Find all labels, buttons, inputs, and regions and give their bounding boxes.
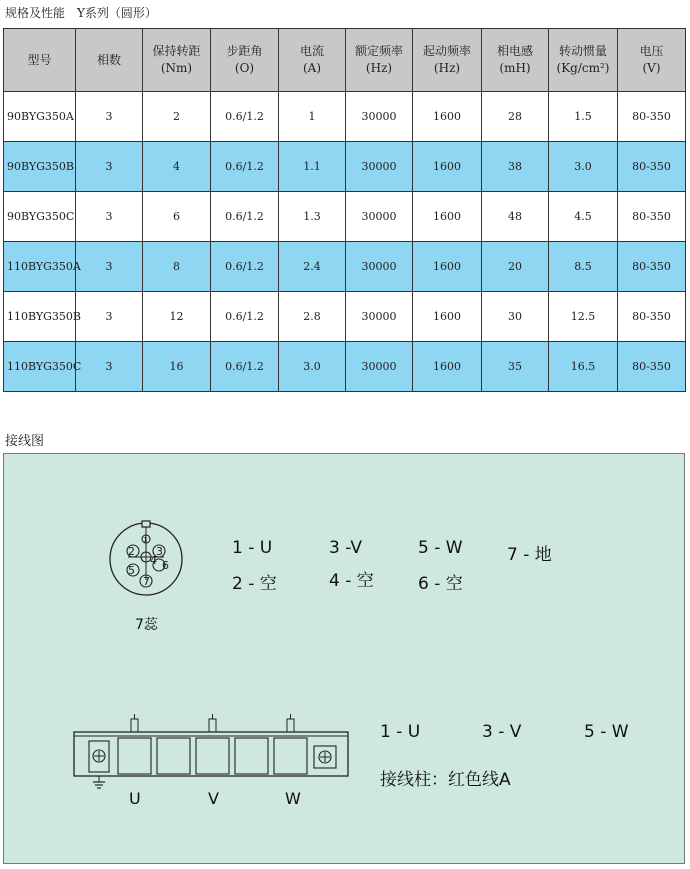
- pin-number: 7: [143, 575, 150, 588]
- table-cell: 30000: [346, 142, 413, 192]
- header-cell: 起动频率 (Hz): [413, 29, 482, 92]
- model-cell: 90BYG350A: [4, 92, 76, 142]
- table-row: [4, 92, 686, 142]
- table-cell: 3: [76, 192, 143, 242]
- header-cell: 额定频率 (Hz): [346, 29, 413, 92]
- table-cell: 16: [143, 342, 211, 392]
- model-cell: 110BYG350B: [4, 292, 76, 342]
- table-cell: 1600: [413, 242, 482, 292]
- table-cell: 28: [482, 92, 549, 142]
- pin-map-label: 2 - 空: [232, 574, 277, 594]
- table-cell: 0.6/1.2: [211, 192, 279, 242]
- pin-map-label: 5 - W: [418, 538, 463, 558]
- pin-number: 3: [156, 545, 163, 558]
- table-cell: 1600: [413, 142, 482, 192]
- spec-table: [3, 28, 686, 392]
- terminal-label-w: W: [285, 789, 301, 808]
- table-cell: 2: [143, 92, 211, 142]
- pin-map-label: 4 - 空: [329, 571, 374, 591]
- table-cell: 3: [76, 242, 143, 292]
- terminal-slot: [235, 738, 268, 774]
- table-cell: 30000: [346, 292, 413, 342]
- table-cell: 3.0: [549, 142, 618, 192]
- table-cell: 30000: [346, 342, 413, 392]
- model-cell: 90BYG350B: [4, 142, 76, 192]
- terminal-pin-icon: [287, 714, 294, 732]
- pin-number: 1: [143, 536, 148, 544]
- header-cell: 保持转距 (Nm): [143, 29, 211, 92]
- terminal-block-diagram: [72, 712, 362, 792]
- connector-diagram: [100, 520, 192, 600]
- table-cell: 3: [76, 292, 143, 342]
- table-cell: 1.1: [279, 142, 346, 192]
- table-cell: 80-350: [618, 92, 686, 142]
- table-cell: 3: [76, 342, 143, 392]
- ground-icon: [93, 776, 105, 788]
- table-cell: 2.8: [279, 292, 346, 342]
- terminal-label-u: U: [129, 789, 141, 808]
- connector-key-notch: [142, 521, 150, 527]
- table-cell: 30000: [346, 192, 413, 242]
- header-cell: 电压 (V): [618, 29, 686, 92]
- table-cell: 38: [482, 142, 549, 192]
- pin-map-label: 3 -V: [329, 538, 362, 558]
- spec-section-title: 规格及性能 Y系列（圆形）: [5, 6, 157, 20]
- table-cell: 1600: [413, 292, 482, 342]
- table-row: [4, 342, 686, 392]
- table-cell: 80-350: [618, 192, 686, 242]
- table-header-row: [4, 29, 686, 92]
- terminal-label-v: V: [208, 789, 219, 808]
- table-cell: 0.6/1.2: [211, 142, 279, 192]
- table-cell: 4.5: [549, 192, 618, 242]
- table-row: [4, 292, 686, 342]
- terminal-map-label: 3 - V: [482, 722, 522, 742]
- table-cell: 1600: [413, 342, 482, 392]
- pin-number: 5: [128, 564, 135, 577]
- model-cell: 110BYG350C: [4, 342, 76, 392]
- pin-number: 2: [128, 545, 135, 558]
- table-cell: 48: [482, 192, 549, 242]
- wiring-section-title: 接线图: [5, 434, 45, 449]
- table-cell: 0.6/1.2: [211, 92, 279, 142]
- pin-number: 4: [150, 554, 157, 567]
- header-cell: 转动惯量 (Kg/cm²): [549, 29, 618, 92]
- table-cell: 12.5: [549, 292, 618, 342]
- table-cell: 4: [143, 142, 211, 192]
- table-cell: 3: [76, 92, 143, 142]
- header-cell: 步距角 (O): [211, 29, 279, 92]
- table-cell: 30000: [346, 92, 413, 142]
- table-cell: 30: [482, 292, 549, 342]
- connector-caption: 7蕊: [135, 617, 158, 633]
- terminal-note: 接线柱：红色线A: [380, 770, 511, 790]
- model-cell: 110BYG350A: [4, 242, 76, 292]
- terminal-slot: [196, 738, 229, 774]
- table-cell: 80-350: [618, 242, 686, 292]
- table-cell: 0.6/1.2: [211, 242, 279, 292]
- table-cell: 1600: [413, 92, 482, 142]
- table-cell: 20: [482, 242, 549, 292]
- table-cell: 3.0: [279, 342, 346, 392]
- table-cell: 35: [482, 342, 549, 392]
- table-cell: 80-350: [618, 142, 686, 192]
- table-cell: 0.6/1.2: [211, 342, 279, 392]
- wiring-diagram-panel: [3, 453, 685, 864]
- pin-number: 6: [162, 559, 169, 572]
- table-cell: 6: [143, 192, 211, 242]
- pin-map-label: 1 - U: [232, 538, 273, 558]
- table-row: [4, 242, 686, 292]
- header-cell: 型号: [4, 29, 76, 92]
- table-cell: 12: [143, 292, 211, 342]
- table-cell: 30000: [346, 242, 413, 292]
- table-cell: 1.5: [549, 92, 618, 142]
- table-cell: 0.6/1.2: [211, 292, 279, 342]
- terminal-slot: [118, 738, 151, 774]
- pin-map-label: 6 - 空: [418, 574, 463, 594]
- header-cell: 相电感 (mH): [482, 29, 549, 92]
- table-cell: 80-350: [618, 342, 686, 392]
- table-cell: 1600: [413, 192, 482, 242]
- table-row: [4, 192, 686, 242]
- header-cell: 相数: [76, 29, 143, 92]
- pin-map-label: 7 - 地: [507, 545, 552, 565]
- terminal-pin-icon: [131, 714, 138, 732]
- terminal-map-label: 1 - U: [380, 722, 421, 742]
- table-cell: 2.4: [279, 242, 346, 292]
- table-cell: 16.5: [549, 342, 618, 392]
- table-cell: 8: [143, 242, 211, 292]
- table-cell: 3: [76, 142, 143, 192]
- model-cell: 90BYG350C: [4, 192, 76, 242]
- table-cell: 1: [279, 92, 346, 142]
- terminal-map-label: 5 - W: [584, 722, 629, 742]
- terminal-pin-icon: [209, 714, 216, 732]
- table-cell: 1.3: [279, 192, 346, 242]
- terminal-slot: [157, 738, 190, 774]
- header-cell: 电流 (A): [279, 29, 346, 92]
- table-row: [4, 142, 686, 192]
- table-cell: 8.5: [549, 242, 618, 292]
- terminal-slot: [274, 738, 307, 774]
- table-cell: 80-350: [618, 292, 686, 342]
